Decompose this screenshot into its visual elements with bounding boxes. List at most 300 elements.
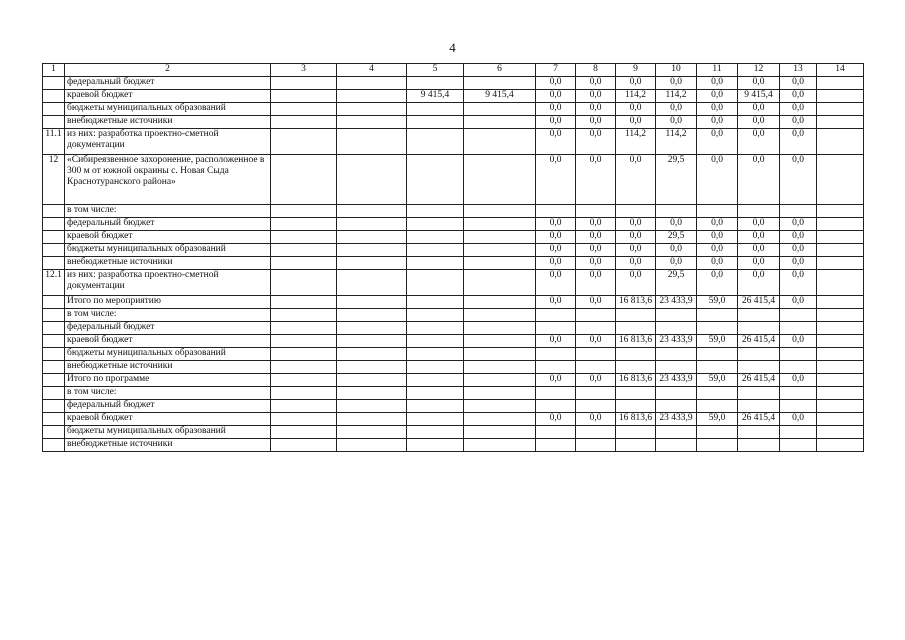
value-cell: 0,0 (536, 218, 576, 231)
value-cell (271, 90, 337, 103)
table-row (43, 348, 864, 361)
value-cell (780, 322, 817, 335)
value-cell (271, 296, 337, 309)
value-cell: 114,2 (656, 129, 697, 155)
value-cell: 0,0 (576, 244, 616, 257)
value-cell (616, 387, 656, 400)
row-label-cell: Итого по мероприятию (65, 296, 271, 309)
value-cell: 0,0 (616, 231, 656, 244)
value-cell (780, 400, 817, 413)
value-cell (656, 361, 697, 374)
value-cell: 0,0 (536, 231, 576, 244)
value-cell (464, 361, 536, 374)
value-cell (464, 129, 536, 155)
value-cell (536, 439, 576, 452)
value-cell: 0,0 (576, 116, 616, 129)
value-cell: 0,0 (616, 270, 656, 296)
value-cell: 0,0 (738, 155, 780, 205)
value-cell (536, 309, 576, 322)
value-cell (464, 77, 536, 90)
value-cell (464, 296, 536, 309)
value-cell (536, 361, 576, 374)
value-cell (407, 387, 464, 400)
value-cell: 9 415,4 (407, 90, 464, 103)
table-row (43, 387, 864, 400)
value-cell: 0,0 (738, 116, 780, 129)
value-cell (817, 77, 864, 90)
value-cell: 29,5 (656, 270, 697, 296)
value-cell (697, 426, 738, 439)
value-cell (407, 205, 464, 218)
value-cell: 16 813,6 (616, 296, 656, 309)
value-cell (738, 322, 780, 335)
page-number: 4 (449, 40, 456, 55)
value-cell (616, 439, 656, 452)
table-row (43, 270, 864, 296)
value-cell (738, 348, 780, 361)
row-number-cell (43, 116, 65, 129)
value-cell (337, 335, 407, 348)
value-cell (697, 205, 738, 218)
value-cell (817, 400, 864, 413)
value-cell (407, 218, 464, 231)
column-header: 2 (65, 64, 271, 77)
value-cell (407, 231, 464, 244)
row-number-cell (43, 426, 65, 439)
value-cell (536, 348, 576, 361)
table-row (43, 361, 864, 374)
value-cell (656, 400, 697, 413)
value-cell: 0,0 (536, 257, 576, 270)
row-label-cell: в том числе: (65, 387, 271, 400)
value-cell: 0,0 (738, 231, 780, 244)
value-cell (271, 116, 337, 129)
value-cell (337, 244, 407, 257)
value-cell: 0,0 (780, 90, 817, 103)
value-cell (337, 270, 407, 296)
value-cell: 0,0 (656, 218, 697, 231)
value-cell: 0,0 (576, 374, 616, 387)
value-cell (656, 309, 697, 322)
value-cell (464, 116, 536, 129)
value-cell (738, 361, 780, 374)
value-cell (337, 426, 407, 439)
row-label-cell: краевой бюджет (65, 413, 271, 426)
value-cell: 0,0 (576, 270, 616, 296)
value-cell: 0,0 (576, 413, 616, 426)
value-cell (697, 348, 738, 361)
value-cell (780, 426, 817, 439)
row-label-cell: краевой бюджет (65, 335, 271, 348)
value-cell: 16 813,6 (616, 374, 656, 387)
value-cell (697, 400, 738, 413)
value-cell: 0,0 (576, 129, 616, 155)
table-row (43, 257, 864, 270)
value-cell (407, 413, 464, 426)
row-number-cell (43, 218, 65, 231)
value-cell: 0,0 (656, 244, 697, 257)
value-cell: 23 433,9 (656, 335, 697, 348)
value-cell: 23 433,9 (656, 296, 697, 309)
value-cell: 9 415,4 (464, 90, 536, 103)
column-header: 13 (780, 64, 817, 77)
value-cell: 0,0 (616, 103, 656, 116)
value-cell: 0,0 (697, 129, 738, 155)
value-cell (337, 103, 407, 116)
row-number-cell (43, 231, 65, 244)
value-cell (697, 387, 738, 400)
value-cell (697, 439, 738, 452)
value-cell (464, 231, 536, 244)
table-row (43, 231, 864, 244)
value-cell (337, 439, 407, 452)
value-cell: 26 415,4 (738, 335, 780, 348)
table-row (43, 426, 864, 439)
value-cell (616, 205, 656, 218)
value-cell (271, 155, 337, 205)
value-cell: 0,0 (616, 155, 656, 205)
value-cell (407, 361, 464, 374)
value-cell: 0,0 (536, 244, 576, 257)
value-cell: 0,0 (576, 218, 616, 231)
row-number-cell (43, 322, 65, 335)
value-cell (337, 361, 407, 374)
value-cell: 0,0 (536, 129, 576, 155)
row-number-cell (43, 90, 65, 103)
value-cell (817, 270, 864, 296)
value-cell: 0,0 (780, 116, 817, 129)
value-cell (271, 77, 337, 90)
column-header: 8 (576, 64, 616, 77)
value-cell: 0,0 (536, 374, 576, 387)
row-number-cell: 12.1 (43, 270, 65, 296)
value-cell (407, 270, 464, 296)
row-label-cell: внебюджетные источники (65, 439, 271, 452)
value-cell (271, 374, 337, 387)
value-cell: 0,0 (780, 77, 817, 90)
value-cell (337, 322, 407, 335)
value-cell (271, 413, 337, 426)
table-row (43, 309, 864, 322)
row-number-cell (43, 103, 65, 116)
value-cell: 0,0 (536, 413, 576, 426)
value-cell (536, 205, 576, 218)
value-cell (271, 205, 337, 218)
value-cell: 29,5 (656, 155, 697, 205)
value-cell: 0,0 (576, 296, 616, 309)
value-cell (817, 244, 864, 257)
row-number-cell (43, 205, 65, 218)
value-cell (464, 400, 536, 413)
value-cell: 0,0 (576, 231, 616, 244)
value-cell: 29,5 (656, 231, 697, 244)
value-cell: 0,0 (780, 103, 817, 116)
value-cell (817, 361, 864, 374)
value-cell: 0,0 (576, 257, 616, 270)
value-cell (337, 116, 407, 129)
value-cell (464, 205, 536, 218)
table-header-row (43, 64, 864, 77)
value-cell: 0,0 (697, 103, 738, 116)
value-cell (738, 387, 780, 400)
value-cell (738, 400, 780, 413)
value-cell (407, 77, 464, 90)
value-cell (656, 426, 697, 439)
value-cell (407, 322, 464, 335)
value-cell (337, 413, 407, 426)
value-cell: 0,0 (780, 270, 817, 296)
value-cell: 0,0 (576, 90, 616, 103)
value-cell (337, 257, 407, 270)
value-cell (817, 348, 864, 361)
value-cell (464, 103, 536, 116)
row-label-cell: федеральный бюджет (65, 218, 271, 231)
value-cell (271, 129, 337, 155)
value-cell (337, 205, 407, 218)
value-cell (407, 400, 464, 413)
value-cell (337, 77, 407, 90)
value-cell: 114,2 (616, 129, 656, 155)
value-cell (536, 400, 576, 413)
value-cell (271, 270, 337, 296)
table-row (43, 296, 864, 309)
value-cell: 0,0 (656, 116, 697, 129)
value-cell (337, 387, 407, 400)
row-number-cell: 12 (43, 155, 65, 205)
value-cell: 26 415,4 (738, 296, 780, 309)
table-row (43, 335, 864, 348)
value-cell (536, 387, 576, 400)
value-cell (407, 309, 464, 322)
row-label-cell: федеральный бюджет (65, 322, 271, 335)
value-cell: 0,0 (536, 103, 576, 116)
value-cell: 0,0 (697, 244, 738, 257)
value-cell (407, 116, 464, 129)
value-cell: 0,0 (738, 103, 780, 116)
row-label-cell: бюджеты муниципальных образований (65, 348, 271, 361)
value-cell (464, 387, 536, 400)
value-cell (780, 348, 817, 361)
table-row (43, 90, 864, 103)
value-cell: 0,0 (656, 103, 697, 116)
value-cell (616, 426, 656, 439)
value-cell (656, 439, 697, 452)
value-cell: 0,0 (780, 374, 817, 387)
table-row (43, 77, 864, 90)
table-row (43, 103, 864, 116)
value-cell: 0,0 (780, 296, 817, 309)
value-cell (337, 296, 407, 309)
value-cell (407, 296, 464, 309)
row-label-cell: бюджеты муниципальных образований (65, 103, 271, 116)
value-cell: 0,0 (536, 296, 576, 309)
row-label-cell: в том числе: (65, 309, 271, 322)
table-row (43, 155, 864, 205)
value-cell (616, 322, 656, 335)
value-cell (780, 309, 817, 322)
value-cell (738, 309, 780, 322)
value-cell: 0,0 (536, 77, 576, 90)
value-cell (337, 348, 407, 361)
value-cell (817, 205, 864, 218)
value-cell: 26 415,4 (738, 374, 780, 387)
value-cell (464, 309, 536, 322)
value-cell: 9 415,4 (738, 90, 780, 103)
value-cell: 0,0 (697, 116, 738, 129)
value-cell (337, 90, 407, 103)
value-cell (337, 309, 407, 322)
value-cell: 0,0 (697, 231, 738, 244)
value-cell (337, 155, 407, 205)
value-cell (817, 309, 864, 322)
value-cell: 0,0 (536, 155, 576, 205)
column-header: 11 (697, 64, 738, 77)
value-cell (817, 218, 864, 231)
value-cell: 0,0 (780, 335, 817, 348)
value-cell: 16 813,6 (616, 335, 656, 348)
column-header: 4 (337, 64, 407, 77)
value-cell (616, 309, 656, 322)
value-cell: 0,0 (616, 77, 656, 90)
value-cell: 0,0 (738, 257, 780, 270)
value-cell (697, 309, 738, 322)
row-number-cell (43, 296, 65, 309)
value-cell (271, 309, 337, 322)
row-label-cell: в том числе: (65, 205, 271, 218)
budget-table (42, 63, 864, 452)
value-cell (337, 400, 407, 413)
value-cell: 0,0 (536, 90, 576, 103)
value-cell: 59,0 (697, 296, 738, 309)
row-label-cell: внебюджетные источники (65, 116, 271, 129)
column-header: 12 (738, 64, 780, 77)
value-cell (464, 426, 536, 439)
value-cell (576, 361, 616, 374)
value-cell (738, 426, 780, 439)
value-cell: 0,0 (738, 270, 780, 296)
column-header: 3 (271, 64, 337, 77)
value-cell (817, 426, 864, 439)
row-number-cell (43, 400, 65, 413)
value-cell: 59,0 (697, 335, 738, 348)
row-number-cell (43, 348, 65, 361)
table-row (43, 400, 864, 413)
value-cell (464, 270, 536, 296)
value-cell (271, 322, 337, 335)
table-row (43, 218, 864, 231)
value-cell: 114,2 (616, 90, 656, 103)
value-cell: 0,0 (656, 257, 697, 270)
value-cell (536, 426, 576, 439)
column-header: 14 (817, 64, 864, 77)
value-cell (407, 244, 464, 257)
value-cell: 0,0 (576, 77, 616, 90)
value-cell (697, 322, 738, 335)
value-cell: 0,0 (738, 129, 780, 155)
value-cell (656, 348, 697, 361)
value-cell (407, 374, 464, 387)
table-row (43, 244, 864, 257)
row-label-cell: из них: разработка проектно-сметной документации (65, 270, 271, 296)
value-cell: 23 433,9 (656, 374, 697, 387)
table-row (43, 322, 864, 335)
value-cell: 0,0 (780, 218, 817, 231)
column-header: 6 (464, 64, 536, 77)
row-number-cell (43, 77, 65, 90)
value-cell (738, 205, 780, 218)
value-cell (464, 374, 536, 387)
value-cell (616, 361, 656, 374)
value-cell: 23 433,9 (656, 413, 697, 426)
value-cell (656, 387, 697, 400)
value-cell (407, 103, 464, 116)
value-cell (817, 129, 864, 155)
value-cell (536, 322, 576, 335)
value-cell: 26 415,4 (738, 413, 780, 426)
value-cell (407, 129, 464, 155)
value-cell: 0,0 (616, 257, 656, 270)
value-cell: 114,2 (656, 90, 697, 103)
value-cell (697, 361, 738, 374)
value-cell (817, 335, 864, 348)
value-cell (576, 387, 616, 400)
row-label-cell: федеральный бюджет (65, 77, 271, 90)
column-header: 10 (656, 64, 697, 77)
row-number-cell (43, 335, 65, 348)
value-cell (337, 129, 407, 155)
column-header: 1 (43, 64, 65, 77)
value-cell (817, 90, 864, 103)
value-cell (464, 322, 536, 335)
row-number-cell (43, 413, 65, 426)
row-number-cell (43, 309, 65, 322)
value-cell (817, 155, 864, 205)
row-label-cell: бюджеты муниципальных образований (65, 244, 271, 257)
value-cell: 0,0 (616, 244, 656, 257)
value-cell (576, 322, 616, 335)
value-cell: 0,0 (780, 257, 817, 270)
table-row (43, 413, 864, 426)
value-cell (464, 257, 536, 270)
value-cell (271, 335, 337, 348)
row-label-cell: внебюджетные источники (65, 361, 271, 374)
value-cell: 0,0 (536, 270, 576, 296)
value-cell (271, 244, 337, 257)
value-cell (576, 400, 616, 413)
value-cell: 0,0 (738, 77, 780, 90)
row-number-cell (43, 374, 65, 387)
value-cell: 0,0 (536, 116, 576, 129)
column-header: 7 (536, 64, 576, 77)
value-cell (576, 426, 616, 439)
row-label-cell: федеральный бюджет (65, 400, 271, 413)
value-cell (656, 205, 697, 218)
value-cell: 0,0 (576, 335, 616, 348)
value-cell (576, 439, 616, 452)
value-cell: 0,0 (697, 90, 738, 103)
value-cell: 0,0 (780, 244, 817, 257)
value-cell: 0,0 (576, 103, 616, 116)
value-cell (464, 335, 536, 348)
row-number-cell (43, 439, 65, 452)
value-cell (780, 205, 817, 218)
value-cell (464, 218, 536, 231)
value-cell: 0,0 (697, 257, 738, 270)
value-cell (464, 244, 536, 257)
value-cell (780, 439, 817, 452)
row-number-cell (43, 244, 65, 257)
value-cell: 0,0 (738, 244, 780, 257)
